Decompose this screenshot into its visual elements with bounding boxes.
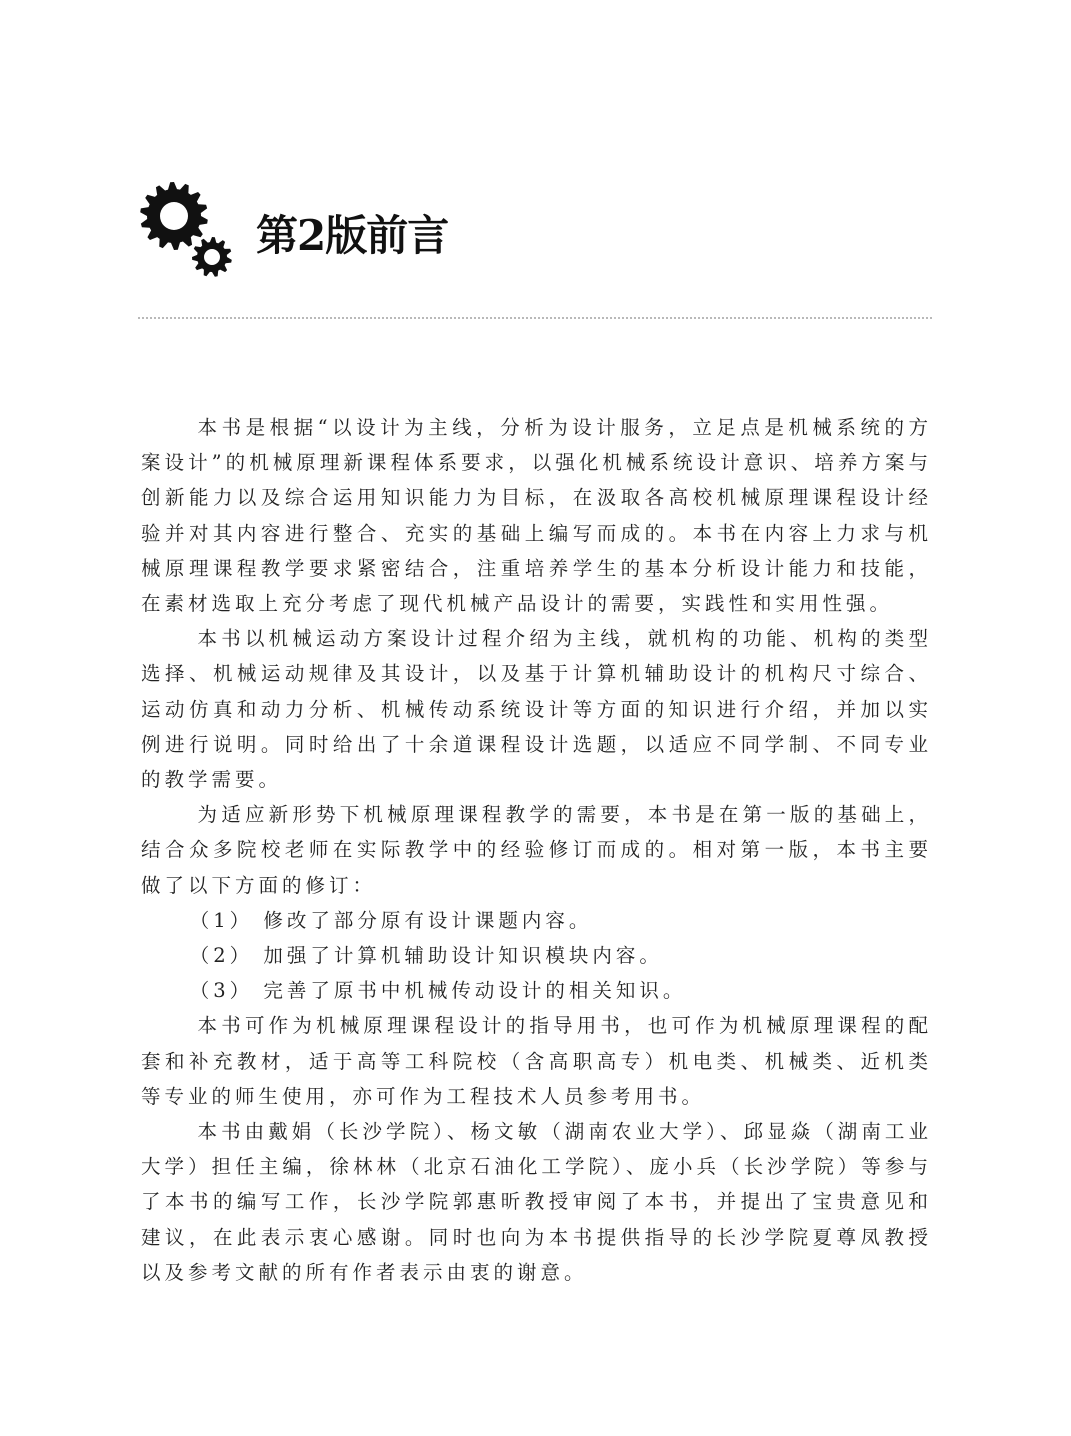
paragraph: 本书由戴娟（长沙学院）、杨文敏（湖南农业大学）、邱显焱（湖南工业大学）担任主编，徐林林（北京石油化工学院）、庞小兵（长沙学院）等参与了本书的编写工作，长沙学院郭惠昕教授审阅了本书，并提出了宝贵意见和建议，在此表示衷心感谢。同时也向为本书提供指导的长沙学院夏尊凤教授以及参考文献的所有作者表示由衷的谢意。	[141, 1120, 932, 1284]
small-gear-shape	[192, 237, 232, 277]
chapter-header	[138, 178, 938, 278]
paragraph: 为适应新形势下机械原理课程教学的需要，本书是在第一版的基础上，结合众多院校老师在实际教学中的经验修订而成的。相对第一版，本书主要做了以下方面的修订：	[141, 803, 932, 897]
paragraph: 本书是根据“以设计为主线，分析为设计服务，立足点是机械系统的方案设计”的机械原理新课程体系要求，以强化机械系统设计意识、培养方案与创新能力以及综合运用知识能力为目标，在汲取各高校机械原理课程设计经验并对其内容进行整合、充实的基础上编写而成的。本书在内容上力求与机械原理课程教学要求紧密结合，注重培养学生的基本分析设计能力和技能，在素材选取上充分考虑了现代机械产品设计的需要，实践性和实用性强。	[141, 416, 932, 616]
title-divider	[138, 317, 932, 319]
revision-item: （3） 完善了原书中机械传动设计的相关知识。	[189, 979, 687, 1003]
gears-icon	[138, 178, 238, 278]
revision-item: （2） 加强了计算机辅助设计知识模块内容。	[189, 944, 663, 968]
chapter-title: 第2版前言	[256, 211, 449, 260]
preface-body	[141, 410, 932, 1290]
revision-item: （1） 修改了部分原有设计课题内容。	[189, 908, 593, 932]
paragraph: 本书以机械运动方案设计过程介绍为主线，就机构的功能、机构的类型选择、机械运动规律及其设计，以及基于计算机辅助设计的机构尺寸综合、运动仿真和动力分析、机械传动系统设计等方面的知识进行介绍，并加以实例进行说明。同时给出了十余道课程设计选题，以适应不同学制、不同专业的教学需要。	[141, 627, 932, 792]
paragraph: 本书可作为机械原理课程设计的指导用书，也可作为机械原理课程的配套和补充教材，适于高等工科院校（含高职高专）机电类、机械类、近机类等专业的师生使用，亦可作为工程技术人员参考用书。	[141, 1014, 932, 1108]
large-gear-shape	[140, 182, 208, 250]
